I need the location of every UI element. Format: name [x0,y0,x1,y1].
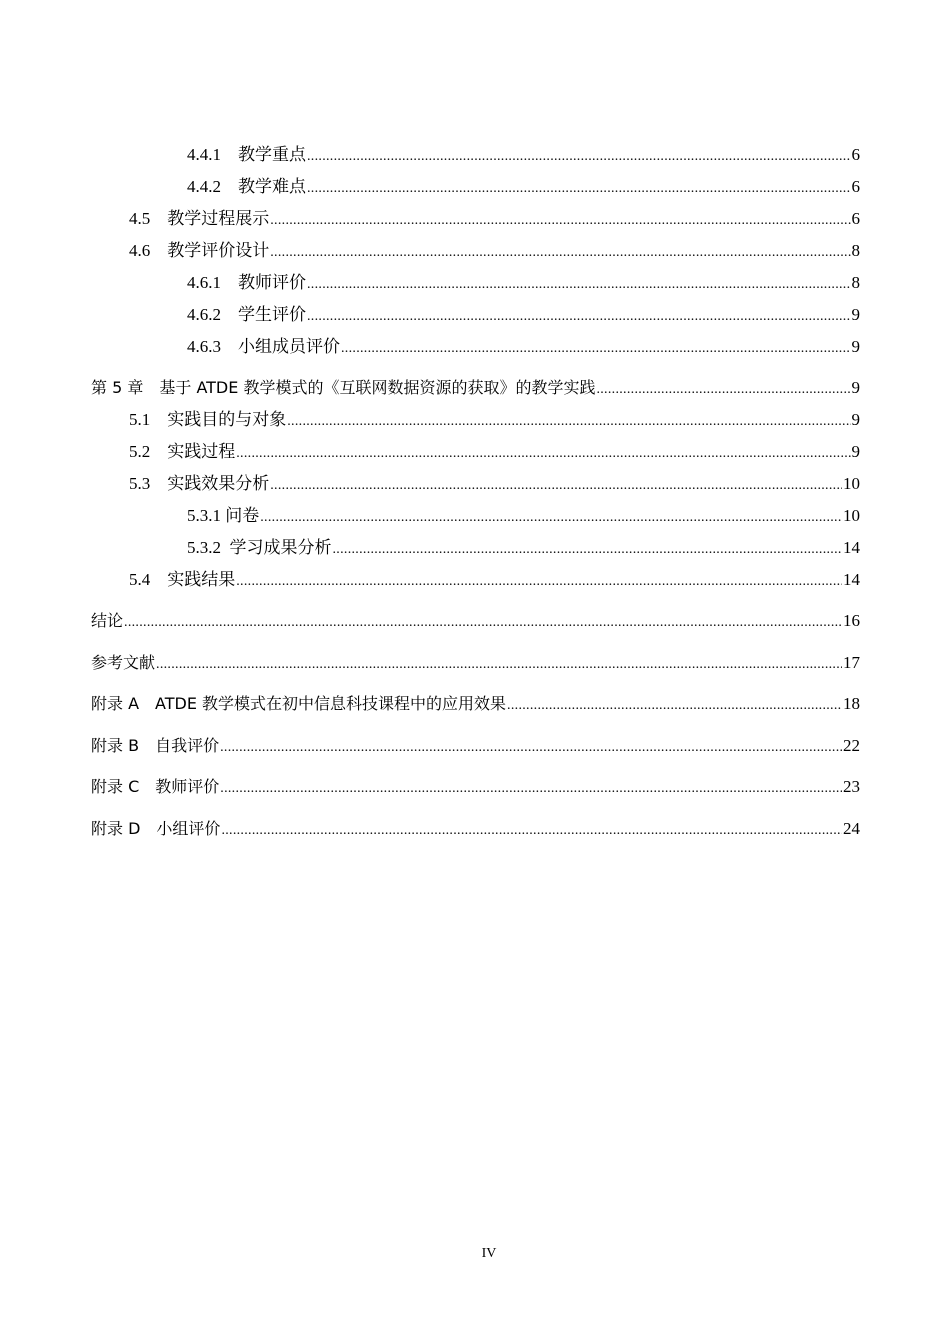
toc-entry-number: 4.4.2 [187,177,221,196]
toc-entry-page: 23 [843,777,860,796]
toc-entry-number: 附录 C [91,777,140,796]
toc-entry-number: 5.4 [129,570,151,589]
toc-chapter-entry[interactable] [91,735,860,759]
toc-leader-dots [270,475,842,497]
toc-entry-number: 附录 A [91,694,140,713]
toc-entry-title: ATDE 教学模式在初中信息科技课程中的应用效果 [155,694,507,713]
toc-entry-title: 教学过程展示 [167,209,270,228]
toc-entry-title: 实践结果 [167,570,236,589]
toc-entry-page: 16 [843,611,860,630]
toc-leader-dots [596,379,850,401]
toc-entry-page: 24 [843,819,860,838]
toc-entry-number: 附录 B [91,736,140,755]
toc-entry-title: 实践目的与对象 [167,410,287,429]
toc-entry[interactable] [129,441,860,465]
toc-entry-title: 参考文献 [91,653,156,672]
toc-entry-number: 4.6.1 [187,273,221,292]
toc-entry-title: 实践效果分析 [167,474,270,493]
toc-leader-dots [221,820,842,842]
page-footer [0,1246,950,1262]
toc-entry-number: 4.6 [129,241,151,260]
toc-leader-dots [124,612,842,634]
toc-entry-title: 基于 ATDE 教学模式的《互联网数据资源的获取》的教学实践 [159,378,596,397]
toc-leader-dots [236,443,850,465]
toc-entry[interactable] [129,208,860,232]
toc-leader-dots [307,306,851,328]
toc-entry[interactable] [129,473,860,497]
toc-entry[interactable] [129,569,860,593]
toc-leader-dots [287,411,850,433]
toc-entry-page: 22 [843,736,860,755]
toc-entry-page: 14 [843,538,860,557]
toc-leader-dots [270,242,850,264]
toc-entry[interactable] [187,176,860,200]
toc-leader-dots [156,654,842,676]
toc-leader-dots [307,146,851,168]
toc-entry-title: 教学重点 [238,145,306,164]
toc-leader-dots [333,539,843,561]
toc-entry[interactable] [187,336,860,360]
toc-entry-page: 17 [843,653,860,672]
toc-entry-title: 小组评价 [156,819,221,838]
toc-entry-number: 4.4.1 [187,145,221,164]
toc-entry-page: 9 [851,378,860,397]
toc-entry[interactable] [187,144,860,168]
toc-entry-number: 4.5 [129,209,151,228]
toc-entry-number: 5.2 [129,442,151,461]
toc-chapter-entry[interactable] [91,818,860,842]
toc-leader-dots [236,571,842,593]
toc-leader-dots [307,178,851,200]
toc-chapter-entry[interactable] [91,776,860,800]
toc-leader-dots [270,210,850,232]
toc-entry-title: 教师评价 [238,273,306,292]
toc-chapter-entry[interactable] [91,652,860,676]
toc-chapter-entry[interactable] [91,693,860,717]
toc-entry-title: 学生评价 [238,305,306,324]
toc-entry[interactable] [187,505,860,529]
toc-chapter-entry[interactable] [91,377,860,401]
toc-entry-page: 10 [843,474,860,493]
toc-entry[interactable] [129,240,860,264]
toc-leader-dots [220,737,842,759]
toc-entry-page: 9 [851,337,860,356]
toc-entry-page: 6 [851,209,860,228]
toc-leader-dots [220,778,842,800]
toc-leader-dots [341,338,851,360]
toc-entry-page: 8 [851,241,860,260]
toc-entry-title: 学习成果分析 [229,538,332,557]
toc-entry-number: 5.3.2 [187,538,221,557]
toc-entry-title: 小组成员评价 [238,337,340,356]
toc-entry-number: 第 5 章 [91,378,144,397]
toc-entry-page: 9 [851,305,860,324]
toc-entry[interactable] [187,304,860,328]
toc-entry-number: 4.6.2 [187,305,221,324]
toc-entry-title: 教师评价 [155,777,220,796]
toc-leader-dots [307,274,851,296]
toc-entry[interactable] [187,272,860,296]
toc-entry[interactable] [129,409,860,433]
toc-leader-dots [260,507,842,529]
toc-entry-title: 结论 [91,611,124,630]
toc-entry-page: 10 [843,506,860,525]
toc-entry-page: 14 [843,570,860,589]
toc-entry-title: 问卷 [225,506,260,525]
toc-entry-title: 教学难点 [238,177,306,196]
toc-entry-page: 6 [851,177,860,196]
toc-chapter-entry[interactable] [91,610,860,634]
toc-entry-number: 5.1 [129,410,151,429]
toc-entry-number: 5.3 [129,474,151,493]
page-number: IV [481,1246,497,1261]
toc-entry-page: 9 [851,442,860,461]
toc-entry[interactable] [187,537,860,561]
toc-entry-title: 实践过程 [167,442,236,461]
toc-entry-title: 自我评价 [155,736,220,755]
toc-entry-page: 18 [843,694,860,713]
toc-leader-dots [507,695,842,717]
toc-entry-title: 教学评价设计 [167,241,270,260]
toc-entry-number: 4.6.3 [187,337,221,356]
toc-entry-page: 8 [851,273,860,292]
toc-entry-page: 6 [851,145,860,164]
toc-entry-number: 附录 D [91,819,141,838]
toc-entry-page: 9 [851,410,860,429]
toc-entry-number: 5.3.1 [187,506,221,525]
